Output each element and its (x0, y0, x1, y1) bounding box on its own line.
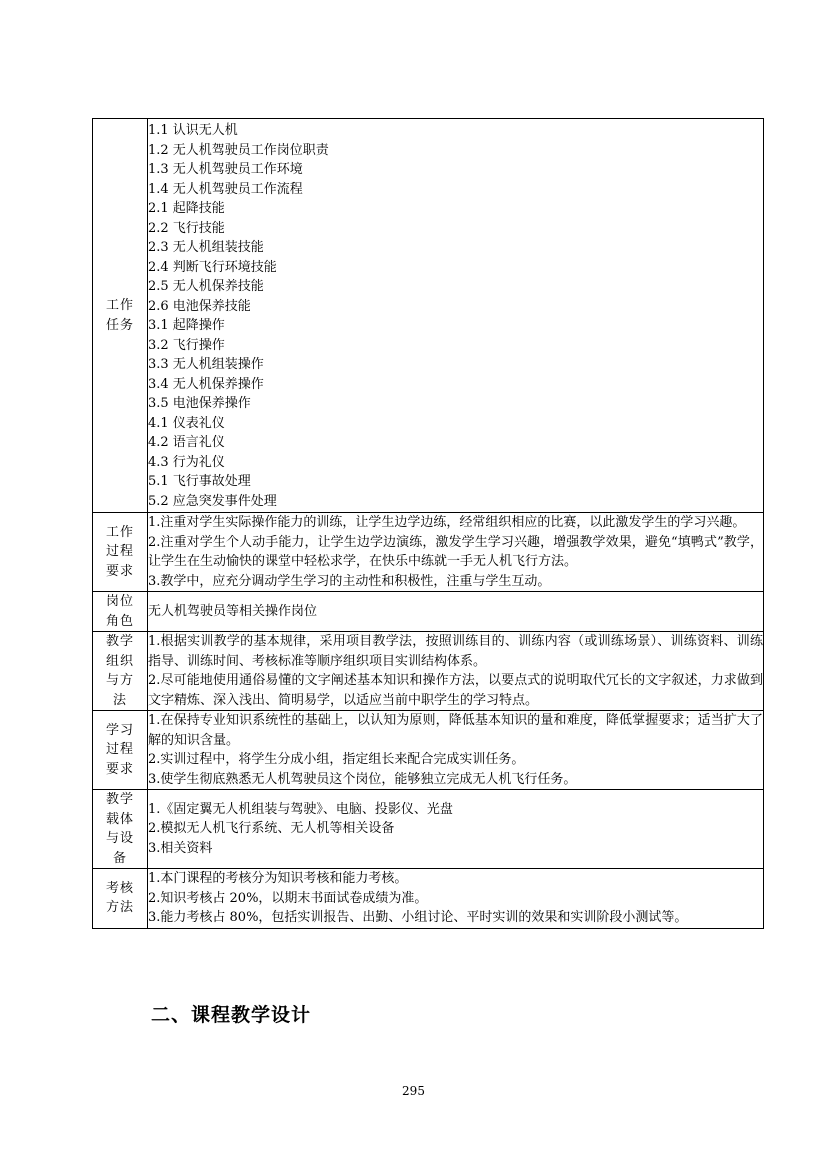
learning-item: 1.在保持专业知识系统性的基础上，以认知为原则，降低基本知识的量和难度，降低掌握要求；适当扩大了解的知识含量。 (148, 713, 763, 748)
task-item: 3.3 无人机组装操作 (148, 357, 264, 372)
row-learning-process (93, 711, 764, 790)
task-item: 1.2 无人机驾驶员工作岗位职责 (148, 142, 329, 158)
task-item: 3.1 起降操作 (148, 318, 225, 333)
carrier-item: 3.相关资料 (148, 840, 213, 856)
task-item: 1.4 无人机驾驶员工作流程 (148, 181, 303, 197)
task-item: 2.1 起降技能 (148, 201, 225, 216)
row-work-tasks (93, 119, 764, 513)
row-work-process (93, 513, 764, 592)
course-info-table (92, 118, 764, 929)
carrier-item: 1.《固定翼无人机组装与驾驶》、电脑、投影仪、光盘 (148, 801, 453, 817)
process-item: 1.注重对学生实际操作能力的训练，让学生边学边练，经常组织相应的比赛，以此激发学生的学习兴趣。 (148, 515, 746, 530)
task-item: 2.5 无人机保养技能 (148, 279, 264, 294)
work-process-content (148, 513, 764, 592)
learning-process-content (148, 711, 764, 790)
assessment-item: 2.知识考核占 20%，以期末书面试卷成绩为准。 (148, 890, 428, 906)
assessment-content (148, 869, 764, 929)
task-item: 5.2 应急突发事件处理 (148, 493, 277, 509)
row-assessment (93, 869, 764, 929)
row-job-role (93, 592, 764, 632)
row-teaching-carrier (93, 790, 764, 869)
learning-item: 3.使学生彻底熟悉无人机驾驶员这个岗位，能够独立完成无人机飞行任务。 (148, 771, 577, 787)
task-item: 5.1 飞行事故处理 (148, 474, 251, 489)
task-item: 4.1 仪表礼仪 (148, 415, 225, 431)
task-item: 2.2 飞行技能 (148, 220, 225, 236)
label-work-process: 工作 过程 要求 (93, 513, 148, 592)
task-item: 3.2 飞行操作 (148, 337, 225, 353)
task-item: 3.4 无人机保养操作 (148, 376, 264, 392)
task-item: 4.3 行为礼仪 (148, 454, 225, 470)
label-teaching-carrier: 教学 载体 与设 备 (93, 790, 148, 869)
process-item: 3.教学中，应充分调动学生学习的主动性和积极性，注重与学生互动。 (148, 573, 551, 589)
section-heading: 二、课程教学设计 (151, 1004, 312, 1026)
task-item: 1.1 认识无人机 (148, 123, 238, 138)
task-item: 2.4 判断飞行环境技能 (148, 259, 277, 275)
page-number: 295 (402, 1084, 425, 1098)
label-work-tasks: 工作 任务 (93, 119, 148, 513)
assessment-item: 1.本门课程的考核分为知识考核和能力考核。 (148, 871, 408, 886)
label-assessment: 考核 方法 (93, 869, 148, 929)
organization-item: 2.尽可能地使用通俗易懂的文字阐述基本知识和操作方法，以要点式的说明取代冗长的文字叙述，力求做到文字精炼、深入浅出、简明易学，以适应当前中职学生的学习特点。 (148, 673, 763, 708)
work-tasks-list (148, 119, 764, 513)
job-role-content: 无人机驾驶员等相关操作岗位 (148, 592, 764, 632)
teaching-organization-content (148, 632, 764, 711)
task-item: 2.3 无人机组装技能 (148, 240, 264, 255)
learning-item: 2.实训过程中，将学生分成小组，指定组长来配合完成实训任务。 (148, 752, 525, 767)
task-item: 1.3 无人机驾驶员工作环境 (148, 162, 303, 177)
teaching-carrier-content (148, 790, 764, 869)
task-item: 3.5 电池保养操作 (148, 396, 251, 411)
task-item: 4.2 语言礼仪 (148, 435, 225, 450)
label-job-role: 岗位 角色 (93, 592, 148, 632)
process-item: 2.注重对学生个人动手能力，让学生边学边演练，激发学生学习兴趣，增强教学效果，避免“填鸭式”教学，让学生在生动愉快的课堂中轻松求学，在快乐中练就一手无人机飞行方法。 (148, 534, 763, 569)
label-learning-process: 学习 过程 要求 (93, 711, 148, 790)
task-item: 2.6 电池保养技能 (148, 298, 251, 314)
label-teaching-organization: 教学 组织 与方 法 (93, 632, 148, 711)
assessment-item: 3.能力考核占 80%，包括实训报告、出勤、小组讨论、平时实训的效果和实训阶段小测试等。 (148, 910, 688, 925)
organization-item: 1.根据实训教学的基本规律，采用项目教学法，按照训练目的、训练内容（或训练场景）、训练资料、训练指导、训练时间、考核标准等顺序组织项目实训结构体系。 (148, 634, 763, 669)
carrier-item: 2.模拟无人机飞行系统、无人机等相关设备 (148, 821, 395, 837)
row-teaching-organization (93, 632, 764, 711)
